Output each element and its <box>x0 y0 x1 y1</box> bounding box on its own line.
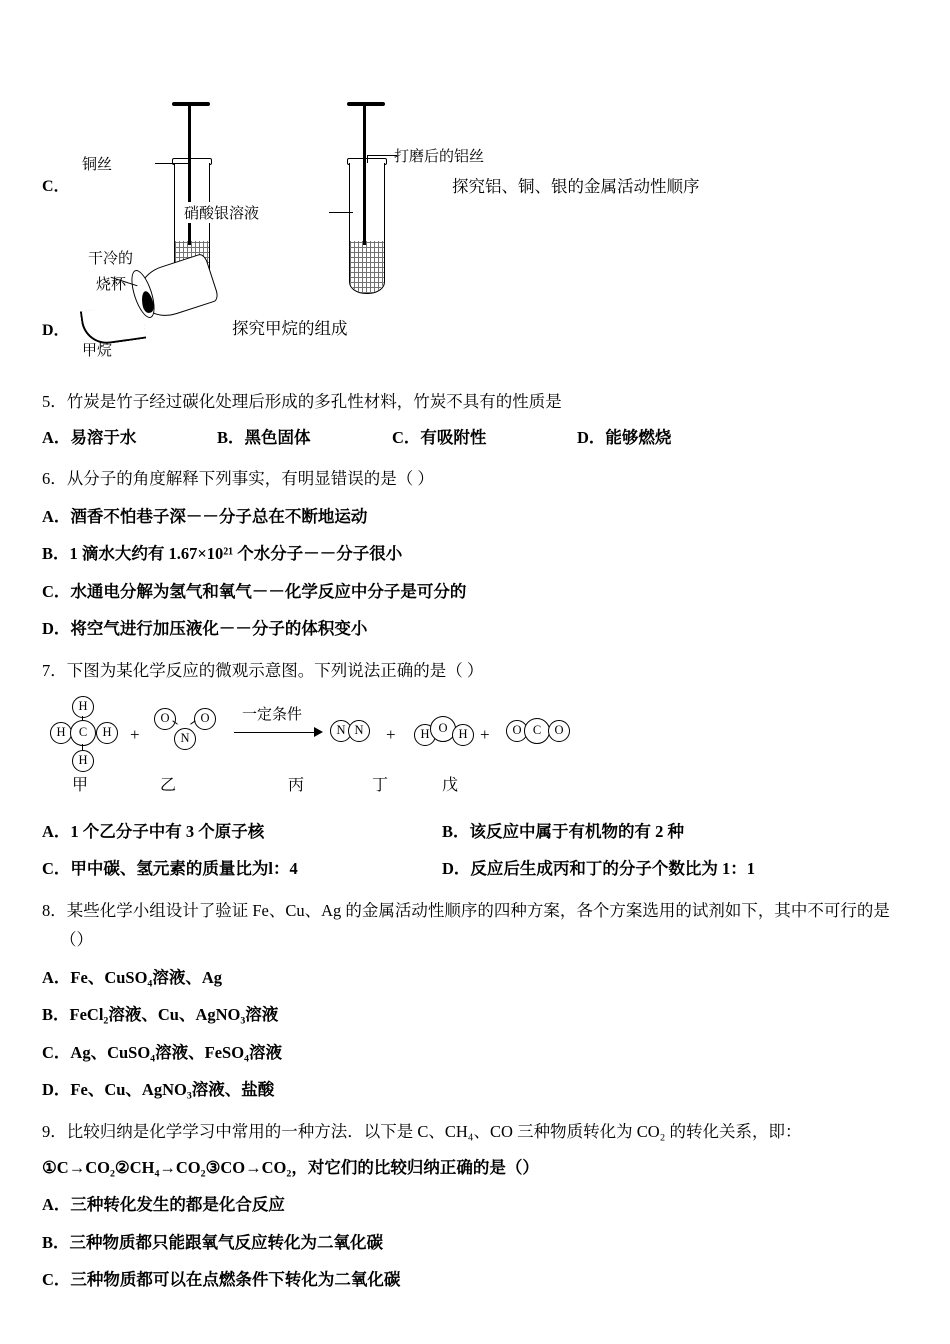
q5-option-d[interactable]: D．能够燃烧 <box>577 427 672 447</box>
beaker-label-line2: 烧杯 <box>96 277 127 293</box>
option-d-caption: 探究甲烷的组成 <box>232 319 348 338</box>
q8-option-d[interactable]: D．Fe、Cu、AgNO₃溶液、盐酸 <box>42 1080 275 1100</box>
question-9-stem-line2: ①C→CO₂②CH₄→CO₂③CO→CO₂，对它们的比较归纳正确的是（） <box>42 1157 539 1177</box>
q7-option-d[interactable]: D．反应后生成丙和丁的分子个数比为 1：1 <box>442 859 756 879</box>
question-5-stem: 5．竹炭是竹子经过碳化处理后形成的多孔性材料，竹炭不具有的性质是 <box>42 392 562 411</box>
left-tube-top-cap <box>172 102 210 106</box>
atom-oxygen-no2-right: O <box>194 708 216 730</box>
question-8-stem: 8．某些化学小组设计了验证 Fe、Cu、Ag 的金属活动性顺序的四种方案，各个方案选用的试剂如下，其中不可行的是 <box>42 900 890 920</box>
atom-oxygen-h2o: O <box>430 716 456 742</box>
question-6-stem: 6．从分子的角度解释下列事实，有明显错误的是（ ） <box>42 469 434 489</box>
question-6 <box>42 466 912 642</box>
atom-hydrogen-h2o-right: H <box>452 724 474 746</box>
beaker-label-line1: 干冷的 <box>88 251 134 267</box>
q7-options-row-2 <box>42 856 912 882</box>
q9-option-b[interactable]: B．三种物质都只能跟氧气反应转化为二氧化碳 <box>42 1232 384 1252</box>
question-8-stem-line2: （） <box>60 930 93 950</box>
right-tube-top-cap <box>347 102 385 106</box>
substance-name-yi: 乙 <box>160 776 177 794</box>
atom-oxygen-no2-left: O <box>154 708 176 730</box>
atom-hydrogen-left: H <box>50 722 72 744</box>
atom-hydrogen-right: H <box>96 722 118 744</box>
copper-wire-label: 铜丝 <box>82 157 113 173</box>
aluminum-wire <box>363 105 366 245</box>
q7-option-b[interactable]: B．该反应中属于有机物的有 2 种 <box>442 821 685 841</box>
question-5-options <box>42 425 912 451</box>
q9-option-a[interactable]: A．三种转化发生的都是化合反应 <box>42 1195 285 1215</box>
question-7-figure <box>42 692 912 807</box>
q9-option-c[interactable]: C．三种物质都可以在点燃条件下转化为二氧化碳 <box>42 1270 401 1290</box>
atom-carbon-co2: C <box>524 718 550 744</box>
option-c-caption: 探究铝、铜、银的金属活动性顺序 <box>452 177 700 196</box>
q8-option-b[interactable]: B．FeCl₂溶液、Cu、AgNO₃溶液 <box>42 1005 279 1025</box>
document-content <box>42 60 912 1293</box>
atom-nitrogen-n2-right: N <box>348 720 370 742</box>
question-7 <box>42 658 912 882</box>
copper-wire-leader <box>155 163 189 164</box>
option-d-figure-block <box>42 251 912 373</box>
substance-name-ding: 丁 <box>372 776 389 794</box>
atom-oxygen-co2-right: O <box>548 720 570 742</box>
q6-option-a[interactable]: A．酒香不怕巷子深－－分子总在不断地运动 <box>42 506 368 526</box>
atom-hydrogen-bottom: H <box>72 750 94 772</box>
option-c-letter: C． <box>42 178 70 195</box>
aluminum-wire-label: 打磨后的铝丝 <box>394 149 485 165</box>
atom-carbon-center: C <box>70 720 96 746</box>
q5-option-a[interactable]: A．易溶于水 <box>42 427 137 447</box>
aluminum-wire-leader-v <box>367 155 368 163</box>
atom-hydrogen-top: H <box>72 696 94 718</box>
solution-leader-right <box>329 212 353 213</box>
substance-name-bing: 丙 <box>288 776 305 794</box>
plus-sign-2: + <box>386 724 396 744</box>
q8-option-a[interactable]: A．Fe、CuSO₄溶液、Ag <box>42 967 223 987</box>
reaction-condition: 一定条件 <box>242 706 303 723</box>
atom-hydrogen-h2o-left: H <box>414 724 436 746</box>
q7-option-a[interactable]: A．1 个乙分子中有 3 个原子核 <box>42 821 265 841</box>
q5-option-c[interactable]: C．有吸附性 <box>392 427 487 447</box>
q7-options-row-1 <box>42 819 912 845</box>
question-9-stem: 9．比较归纳是化学学习中常用的一种方法．以下是 C、CH₄、CO 三种物质转化为 CO₂ 的转化关系，即： <box>42 1122 802 1141</box>
aluminum-wire-leader <box>367 155 397 156</box>
atom-nitrogen-no2: N <box>174 728 196 750</box>
copper-wire <box>188 105 191 245</box>
question-7-stem: 7．下图为某化学反应的微观示意图。下列说法正确的是（ ） <box>42 660 484 680</box>
atom-oxygen-co2-left: O <box>506 720 528 742</box>
question-9 <box>42 1119 912 1293</box>
methane-label: 甲烷 <box>82 343 113 359</box>
plus-sign-1: + <box>130 724 140 744</box>
atom-nitrogen-n2-left: N <box>330 720 352 742</box>
substance-name-jia: 甲 <box>72 776 89 794</box>
solution-label: 硝酸银溶液 <box>182 202 261 223</box>
q6-option-d[interactable]: D．将空气进行加压液化－－分子的体积变小 <box>42 619 368 639</box>
q6-option-c[interactable]: C．水通电分解为氢气和氧气－－化学反应中分子是可分的 <box>42 581 467 601</box>
q5-option-b[interactable]: B．黑色固体 <box>217 427 311 447</box>
option-c-figure-block <box>42 60 912 255</box>
substance-name-wu: 戊 <box>442 776 459 794</box>
reaction-arrow-line <box>234 732 316 734</box>
q6-option-b[interactable]: B．1 滴水大约有 1.67×10²¹ 个水分子－－分子很小 <box>42 544 403 564</box>
option-d-letter: D． <box>42 322 70 339</box>
plus-sign-3: + <box>480 724 490 744</box>
q8-option-c[interactable]: C．Ag、CuSO₄溶液、FeSO₄溶液 <box>42 1042 282 1062</box>
question-5 <box>42 389 912 450</box>
q7-option-c[interactable]: C．甲中碳、氢元素的质量比为l：4 <box>42 859 298 879</box>
reaction-arrow-head <box>314 727 323 737</box>
question-8 <box>42 898 912 1103</box>
